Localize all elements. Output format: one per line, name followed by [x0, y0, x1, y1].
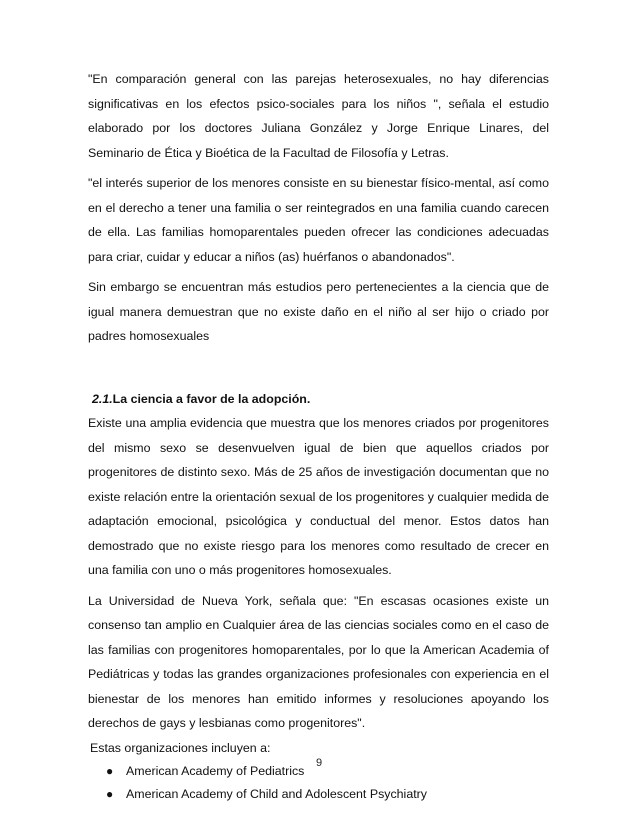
- section-heading: [88, 387, 549, 412]
- page-content: [88, 67, 549, 806]
- paragraph-evidence: Existe una amplia evidencia que muestra que los menores criados por progenitores del mismo sexo se desenvuelven igual de bien que aquellos criados por progenitores de distinto sexo. Más de 25 años de investigación documentan que no existe relación entre la orientación sexual de los progenitores y cualquier medida de adaptación emocional, psicológica y conductual del menor. Estos datos han demostrado que no existe riesgo para los menores como resultado de crecer en una familia con uno o más progenitores homosexuales.: [88, 416, 549, 577]
- paragraph-best-interest: "el interés superior de los menores consiste en su bienestar físico-mental, así como en el derecho a tener una familia o ser reintegrados en una familia cuando carecen de ella. Las familias homoparentales pueden ofrecer las condiciones adecuadas para criar, cuidar y educar a niños (as) huérfanos o abandonados".: [88, 176, 549, 264]
- list-item: [104, 783, 549, 806]
- bullet-icon: ●: [106, 764, 114, 778]
- paragraph-study-comparison: "En comparación general con las parejas heterosexuales, no hay diferencias significativas en los efectos psico-sociales para los niños ", señala el estudio elaborado por los doctores Juliana González y Jorge Enrique Linares, del Seminario de Ética y Bioética de la Facultad de Filosofía y Letras.: [88, 72, 549, 160]
- section-number: 2.1.: [92, 391, 113, 406]
- paragraph-more-studies: Sin embargo se encuentran más estudios pero pertenecientes a la ciencia que de igual manera demuestran que no existe daño en el niño al ser hijo o criado por padres homosexuales: [88, 280, 549, 343]
- page-number: 9: [315, 757, 323, 769]
- paragraph-university-quote: La Universidad de Nueva York, señala que: "En escasas ocasiones existe un consenso tan amplio en Cualquier área de las ciencias sociales como en el caso de las familias con progenitores homoparentales, por lo que la American Academia of Pediátricas y todas las grandes organizaciones profesionales con experiencia en el bienestar de los menores han emitido informes y resoluciones apoyando los derechos de gays y lesbianas como progenitores".: [88, 593, 549, 730]
- list-item-label: American Academy of Child and Adolescent Psychiatry: [126, 787, 427, 801]
- section-title: La ciencia a favor de la adopción.: [112, 391, 311, 406]
- list-intro: Estas organizaciones incluyen a:: [90, 740, 271, 755]
- bullet-icon: ●: [106, 787, 114, 801]
- list-item-label: American Academy of Pediatrics: [126, 764, 305, 778]
